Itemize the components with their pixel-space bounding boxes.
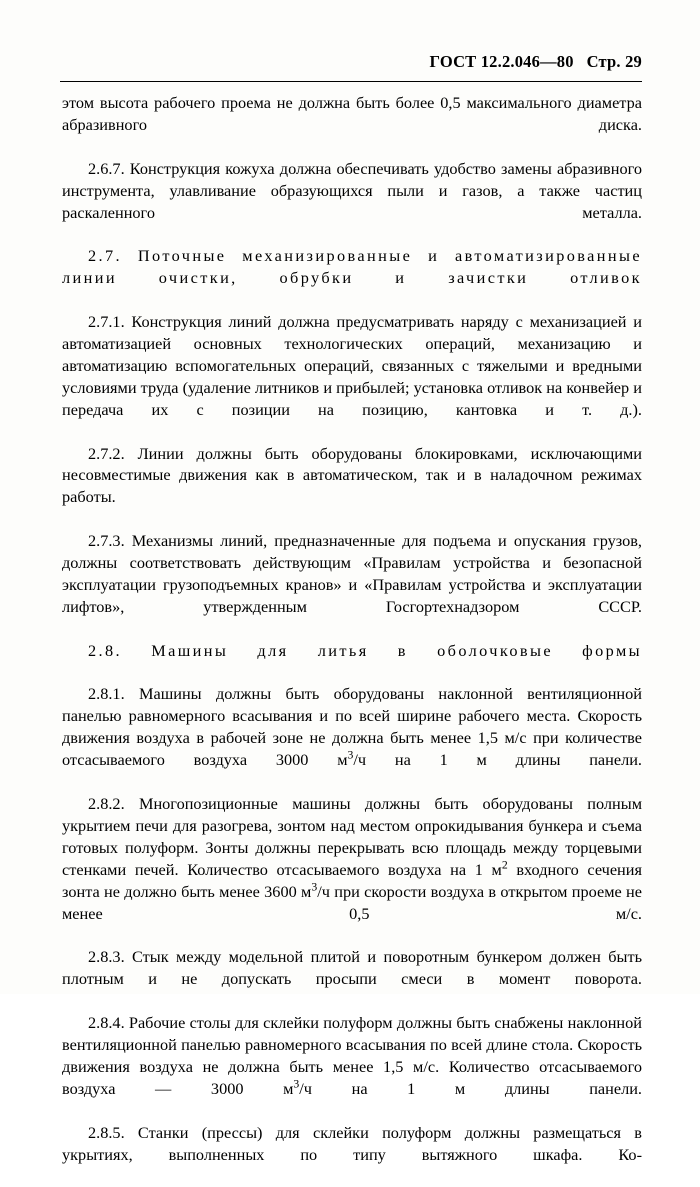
paragraph: 2.7.2. Линии должны быть оборудованы блокировками, исключающими несовместимые движения как в автоматическом, так и в наладочном режимах работы. — [62, 443, 642, 507]
document-body — [62, 92, 642, 1187]
header-divider — [60, 81, 642, 82]
paragraph: этом высота рабочего проема не должна быть более 0,5 максимального диаметра абразивного диска. — [62, 93, 642, 134]
paragraph: 2.7. Поточные механизированные и автоматизированные линии очистки, обрубки и зачистки отливок — [62, 246, 642, 288]
paragraph: 2.8.2. Многопозиционные машины должны быть оборудованы полным укрытием печи для разогрева, зонтом над местом опрокидывания бункера и съема готовых полуформ. Зонты должны перекрывать всю площадь между торцевыми стенками печей. Количество отсасываемого воздуха на 1 $м^2$ входного сечения зонта не должно быть менее 3600 $м^3/ч$ при скорости воздуха в открытом проеме не менее 0,5 м/с. — [62, 794, 642, 923]
paragraph: 2.8.4. Рабочие столы для склейки полуформ должны быть снабжены наклонной вентиляционной панелью равномерного всасывания по всей длине стола. Скорость движения воздуха не должна быть менее 1,5 м/с. Количество отсасываемого воздуха — 3000 $м^3/ч$ на 1 м длины панели. — [62, 1013, 642, 1098]
paragraph: 2.8.3. Стык между модельной плитой и поворотным бункером должен быть плотным и не допускать просыпи смеси в момент поворота. — [62, 947, 642, 989]
superscript: 3 — [311, 880, 318, 894]
header-text — [430, 52, 642, 72]
paragraph: 2.6.7. Конструкция кожуха должна обеспечивать удобство замены абразивного инструмента, улавливание образующихся пыли и газов, а также частиц раскаленного металла. — [62, 158, 642, 222]
page-header — [60, 52, 642, 80]
paragraph: 2.7.1. Конструкция линий должна предусматривать наряду с механизацией и автоматизацией основных технологических операций, механизацию и автоматизацию вспомогательных операций, связанных с тяжелыми и вредными условиями труда (удаление литников и прибылей; установка отливок на конвейер и передача их с позиции на позицию, кантовка и т. д.). — [62, 312, 642, 419]
standard-number: ГОСТ 12.2.046—80 — [429, 52, 574, 71]
paragraph: 2.8. Машины для литья в оболочковые формы — [88, 640, 642, 660]
page-number-label: Стр. 29 — [586, 52, 642, 71]
superscript: 3 — [347, 748, 354, 762]
paragraph: 2.7.3. Механизмы линий, предназначенные для подъема и опускания грузов, должны соответствовать действующим «Правилам устройства и безопасной эксплуатации грузоподъемных кранов» и «Правилам устройства и эксплуатации лифтов», утвержденным Госгортехнадзором СССР. — [62, 531, 642, 616]
paragraph: 2.8.5. Станки (прессы) для склейки полуформ должны размещаться в укрытиях, выполненных по типу вытяжного шкафа. Ко- — [62, 1122, 642, 1164]
superscript: 2 — [501, 858, 508, 872]
superscript: 3 — [293, 1077, 300, 1091]
paragraph: 2.8.1. Машины должны быть оборудованы наклонной вентиляционной панелью равномерного всасывания и по всей ширине рабочего места. Скорость движения воздуха в рабочей зоне не должна быть менее 1,5 м/с при количестве отсасываемого воздуха 3000 $м^3/ч$ на 1 м длины панели. — [62, 684, 642, 770]
